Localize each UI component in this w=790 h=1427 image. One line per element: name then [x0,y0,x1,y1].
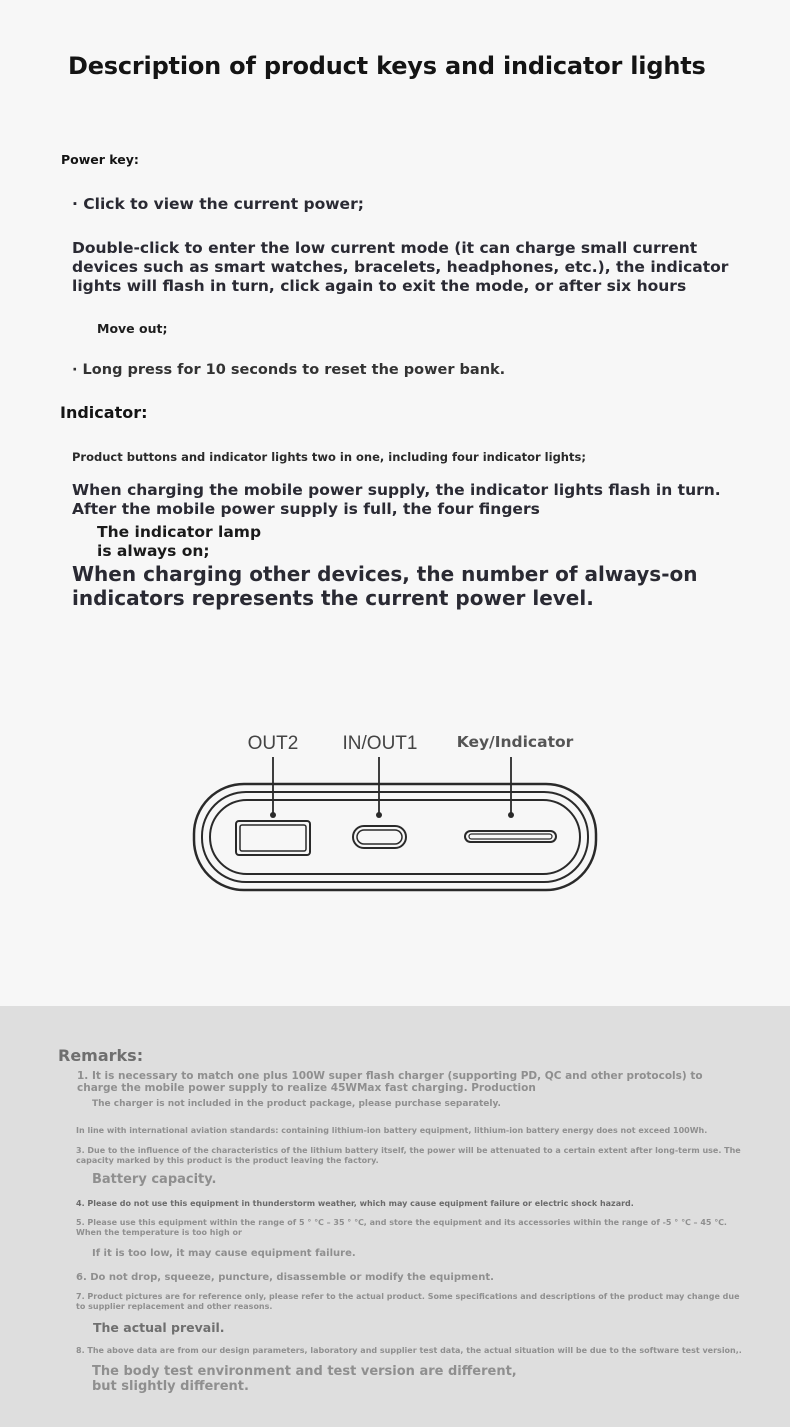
power-key-double-click-text: Double-click to enter the low current mode (it can charge small current devices such as smart watches, bracelets, headphones, etc.), the indicator lights will flash in turn, click again to exit the mode, or after six hours [72,239,729,295]
power-bank-bezel [202,792,588,882]
indicator-lamp-text-2: is always on; [97,542,210,560]
power-bank-face [210,800,580,874]
indicator-key-icon [465,831,556,842]
power-key-long-press-text: · Long press for 10 seconds to reset the power bank. [72,362,506,378]
indicator-charging-text: When charging the mobile power supply, the indicator lights flash in turn. After the mobile power supply is full, the four fingers [72,481,721,518]
remark-4: 4. Please do not use this equipment in thunderstorm weather, which may cause equipment failure or electric shock hazard. [76,1199,634,1208]
port-diagram [188,726,602,898]
indicator-other-devices-text: When charging other devices, the number of always-on indicators represents the current power level. [72,562,698,610]
usb-a-port-icon [236,821,310,855]
remark-2: In line with international aviation standards: containing lithium-ion battery equipment, lithium-ion battery energy does not exceed 100Wh. [76,1126,708,1135]
usb-c-port-inner [357,830,402,844]
power-key-click-text: · Click to view the current power; [72,195,364,213]
remark-3: 3. Due to the influence of the characteristics of the lithium battery itself, the power will be attenuated to a certain extent after long-term use. The capacity marked by this product is the product leaving the factory. [76,1146,741,1165]
out2-label: OUT2 [247,733,299,754]
usb-a-port-inner [240,825,306,851]
remark-5b: If it is too low, it may cause equipment failure. [92,1248,356,1259]
remark-3b: Battery capacity. [92,1172,217,1187]
page-title: Description of product keys and indicator lights [68,52,706,80]
in-out1-pointer-dot [376,812,382,818]
indicator-label: Indicator: [60,403,148,422]
power-key-label: Power key: [61,152,139,167]
indicator-key-inner [469,834,552,839]
remark-1b: The charger is not included in the product package, please purchase separately. [92,1099,501,1109]
key-indicator-pointer-dot [508,812,514,818]
remark-8b: The body test environment and test version are different, [92,1364,517,1379]
remark-7: 7. Product pictures are for reference only, please refer to the actual product. Some specifications and descriptions of the product may change due to supplier replacement and other reasons. [76,1292,740,1311]
in-out1-label: IN/OUT1 [342,733,418,754]
indicator-intro-text: Product buttons and indicator lights two in one, including four indicator lights; [72,450,586,464]
remark-1: 1. It is necessary to match one plus 100W super flash charger (supporting PD, QC and other protocols) to charge the mobile power supply to realize 45WMax fast charging. Production [77,1070,703,1094]
remark-7b: The actual prevail. [93,1320,225,1335]
remark-8: 8. The above data are from our design parameters, laboratory and supplier test data, the actual situation will be due to the software test version,. [76,1346,742,1355]
remarks-title: Remarks: [58,1046,144,1065]
remarks-panel [0,1006,790,1427]
out2-pointer-dot [270,812,276,818]
indicator-lamp-text-1: The indicator lamp [97,523,262,541]
remark-8c: but slightly different. [92,1379,249,1394]
key-indicator-label: Key/Indicator [456,733,574,751]
remark-5: 5. Please use this equipment within the range of 5 ° ℃ – 35 ° ℃, and store the equipment and its accessories within the range of -5 ° ℃ – 45 ℃. When the temperature is too high or [76,1218,727,1237]
remark-6: 6. Do not drop, squeeze, puncture, disassemble or modify the equipment. [76,1272,494,1283]
power-key-move-out-text: Move out; [97,321,168,336]
